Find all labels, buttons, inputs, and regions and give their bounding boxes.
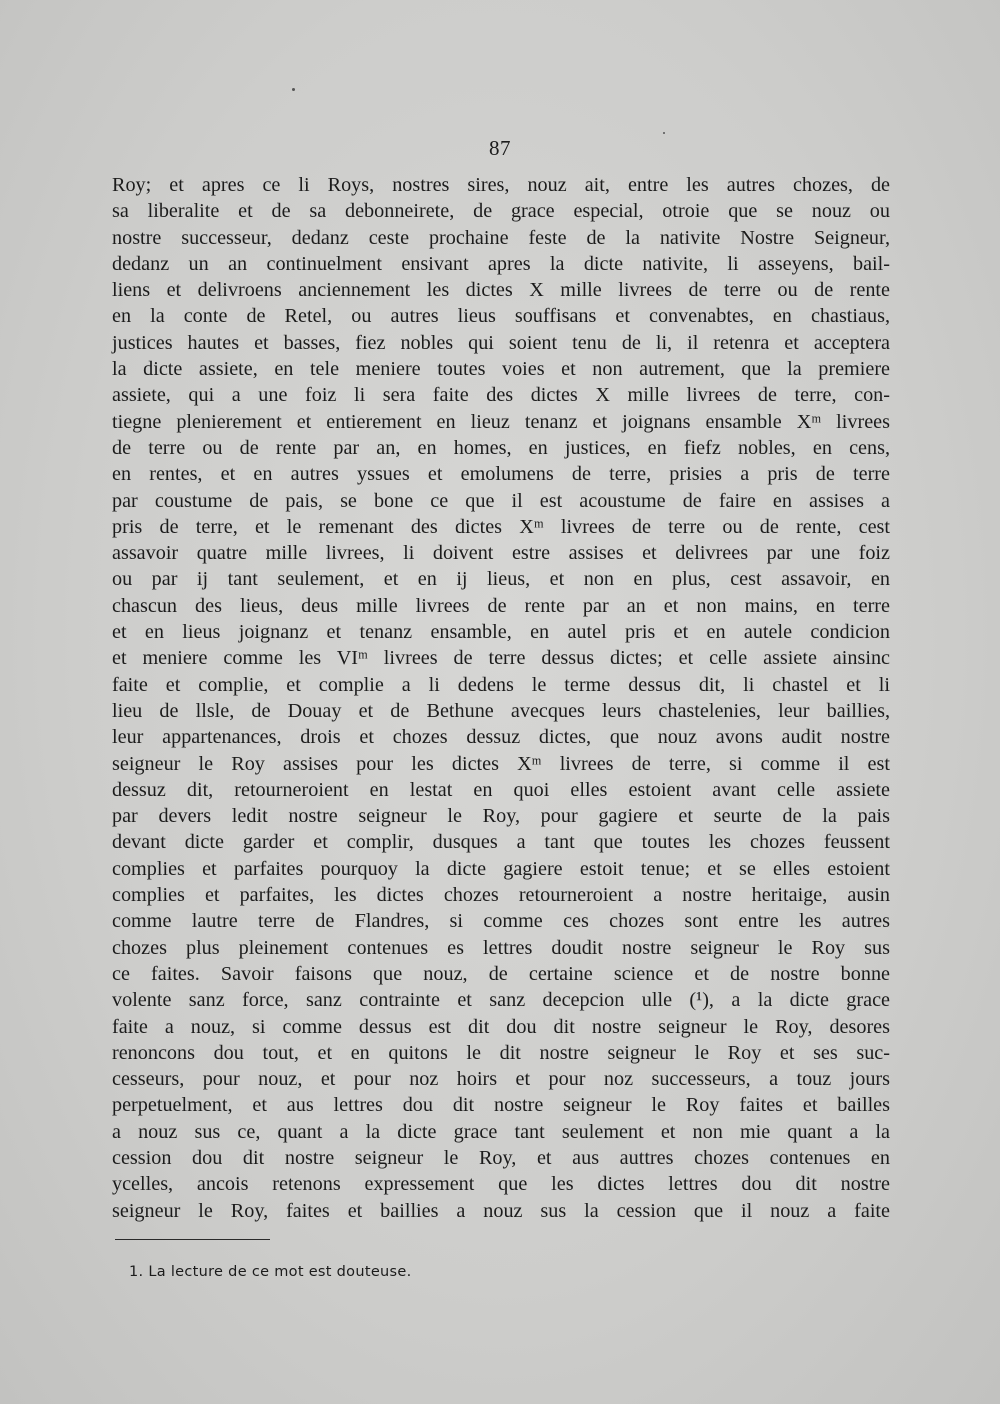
footnote: 1. La lecture de ce mot est douteuse. [129, 1264, 412, 1280]
text-line: Roy; et apres ce li Roys, nostres sires, nouz ait, entre les autres chozes, de [112, 174, 890, 196]
text-line: sa liberalite et de sa debonneirete, de grace especial, otroie que se nouz ou [112, 200, 890, 223]
text-line: et meniere comme les VIᵐ livrees de terre dessus dictes; et celle assiete ainsinc [112, 647, 890, 670]
text-line: renoncons dou tout, et en quitons le dit nostre seigneur le Roy et ses suc- [112, 1041, 890, 1064]
text-line: complies et parfaites, les dictes chozes retourneroient a nostre heritaige, ausin [112, 884, 890, 907]
text-line: faite et complie, et complie a li dedens le terme dessus dit, li chastel et li [112, 673, 890, 696]
text-line: liens et delivroens anciennement les dictes X mille livrees de terre ou de rente [112, 279, 890, 302]
text-line: devant dicte garder et complir, dusques a tant que toutes les chozes feussent [112, 831, 890, 854]
body-text [112, 172, 890, 1224]
text-line: faite a nouz, si comme dessus est dit dou dit nostre seigneur le Roy, desores [112, 1015, 890, 1038]
text-line: ce faites. Savoir faisons que nouz, de certaine science et de nostre bonne [112, 962, 890, 985]
text-line: seigneur le Roy assises pour les dictes Xᵐ livrees de terre, si comme il est [112, 752, 890, 775]
ink-speck [292, 88, 295, 91]
text-line: de terre ou de rente par an, en homes, en justices, en fiefz nobles, en cens, [112, 436, 890, 459]
text-line: et en lieus joignanz et tenanz ensamble, en autel pris et en autele condicion [112, 621, 890, 644]
text-line: chascun des lieus, deus mille livrees de rente par an et non mains, en terre [112, 594, 890, 617]
text-line: pris de terre, et le remenant des dictes Xᵐ livrees de terre ou de rente, cest [112, 515, 890, 538]
text-line: assiete, qui a une foiz li sera faite des dictes X mille livrees de terre, con- [112, 384, 890, 407]
text-line: cesseurs, pour nouz, et pour noz hoirs et pour noz successeurs, a touz jours [112, 1068, 890, 1091]
text-line: comme lautre terre de Flandres, si comme ces chozes sont entre les autres [112, 910, 890, 933]
text-line: dedanz un an continuelment ensivant apres la dicte nativite, li asseyens, bail- [112, 252, 890, 275]
text-line: tiegne plenierement et entierement en lieuz tenanz et joignans ensamble Xᵐ livrees [112, 410, 890, 433]
text-line: perpetuelment, et aus lettres dou dit nostre seigneur le Roy faites et bailles [112, 1094, 890, 1117]
text-line: justices hautes et basses, fiez nobles qui soient tenu de li, il retenra et acceptera [112, 331, 890, 354]
text-line: nostre successeur, dedanz ceste prochaine feste de la nativite Nostre Seigneur, [112, 226, 890, 249]
text-line: par devers ledit nostre seigneur le Roy, pour gagiere et seurte de la pais [112, 805, 890, 828]
text-line: ou par ij tant seulement, et en ij lieus, et non en plus, cest assavoir, en [112, 568, 890, 591]
text-line: dessuz dit, retourneroient en lestat en quoi elles estoient avant celle assiete [112, 778, 890, 801]
text-line: chozes plus pleinement contenues es lettres doudit nostre seigneur le Roy sus [112, 936, 890, 959]
ink-speck [663, 132, 665, 134]
text-line: seigneur le Roy, faites et baillies a nouz sus la cession que il nouz a faite [112, 1199, 890, 1222]
text-line: par coustume de pais, se bone ce que il est acoustume de faire en assises a [112, 489, 890, 512]
text-line: en rentes, et en autres yssues et emolumens de terre, prisies a pris de terre [112, 463, 890, 486]
text-line: volente sanz force, sanz contrainte et sanz decepcion ulle (¹), a la dicte grace [112, 989, 890, 1012]
text-line: leur appartenances, drois et chozes dessuz dictes, que nouz avons audit nostre [112, 726, 890, 749]
text-line: cession dou dit nostre seigneur le Roy, et aus auttres chozes contenues en [112, 1146, 890, 1169]
text-line: lieu de llsle, de Douay et de Bethune avecques leurs chastelenies, leur baillies, [112, 699, 890, 722]
text-line: en la conte de Retel, ou autres lieus souffisans et convenabtes, en chastiaus, [112, 305, 890, 328]
footnote-rule [115, 1239, 270, 1240]
text-line: complies et parfaites pourquoy la dicte gagiere estoit tenue; et se elles estoient [112, 857, 890, 880]
text-line: assavoir quatre mille livrees, li doivent estre assises et delivrees par une foiz [112, 542, 890, 565]
text-line: ycelles, ancois retenons expressement que les dictes lettres dou dit nostre [112, 1173, 890, 1196]
page-number: 87 [489, 136, 511, 160]
text-line: la dicte assiete, en tele meniere toutes voies et non autrement, que la premiere [112, 358, 890, 381]
text-line: a nouz sus ce, quant a la dicte grace tant seulement et non mie quant a la [112, 1120, 890, 1143]
